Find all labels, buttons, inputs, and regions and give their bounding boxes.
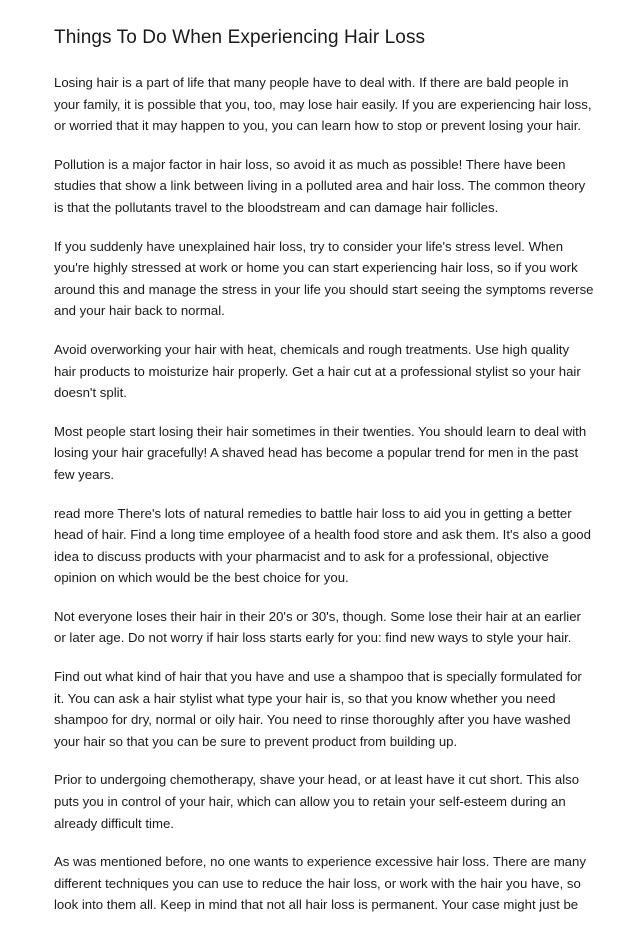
document-page xyxy=(54,26,594,933)
paragraph-age: Not everyone loses their hair in their 20's or 30's, though. Some lose their hair at an earlier or later age. Do not worry if hair loss starts early for you: find new ways to style your hair. xyxy=(54,608,581,646)
paragraph-overworking: Avoid overworking your hair with heat, chemicals and rough treatments. Use high quality hair products to moisturize hair properly. Get a hair cut at a professional stylist so your hair doesn't split. xyxy=(54,341,581,401)
paragraph-remedies: read more There's lots of natural remedies to battle hair loss to aid you in getting a better head of hair. Find a long time employee of a health food store and ask them. It's also a good idea to discuss products with your pharmacist and to ask for a professional, objective opinion on which would be the best choice for you. xyxy=(54,505,591,586)
paragraph-shampoo: Find out what kind of hair that you have and use a shampoo that is specially formulated for it. You can ask a hair stylist what type your hair is, so that you know whether you need shampoo for dry, normal or oily hair. You need to rinse thoroughly after you have washed your hair so that you can be sure to prevent product from building up. xyxy=(54,669,582,749)
paragraph-stress: If you suddenly have unexplained hair loss, try to consider your life's stress level. When you're highly stressed at work or home you can start experiencing hair loss, so if you work around this and manage the stress in your life you should start seeing the symptoms reverse and your hair back to normal. xyxy=(54,238,594,319)
paragraph-chemotherapy: Prior to undergoing chemotherapy, shave your head, or at least have it cut short. This also puts you in control of your hair, which can allow you to retain your self-esteem during an already difficult time. xyxy=(54,772,580,831)
paragraph-pollution-intro: Losing hair is a part of life that many people have to deal with. If there are bald people in your family, it is possible that you, too, may lose hair easily. If you are experiencing hair loss, or worried that it may happen to you, you can learn how to stop or prevent losing your hair. xyxy=(54,75,592,134)
document-title: Things To Do When Experiencing Hair Loss xyxy=(54,27,426,48)
paragraph-conclusion: As was mentioned before, no one wants to experience excessive hair loss. There are many different techniques you can use to reduce the hair loss, or work with the hair you have, so look into them all. Keep in mind that not all hair loss is permanent. Your case might just be xyxy=(54,854,586,913)
paragraph-twenties: Most people start losing their hair sometimes in their twenties. You should learn to deal with losing your hair gracefully! A shaved head has become a popular trend for men in the past few years. xyxy=(54,423,587,482)
paragraph-pollution: Pollution is a major factor in hair loss, so avoid it as much as possible! There have been studies that show a link between living in a polluted area and hair loss. The common theory is that the pollutants travel to the bloodstream and can damage hair follicles. xyxy=(54,156,586,215)
